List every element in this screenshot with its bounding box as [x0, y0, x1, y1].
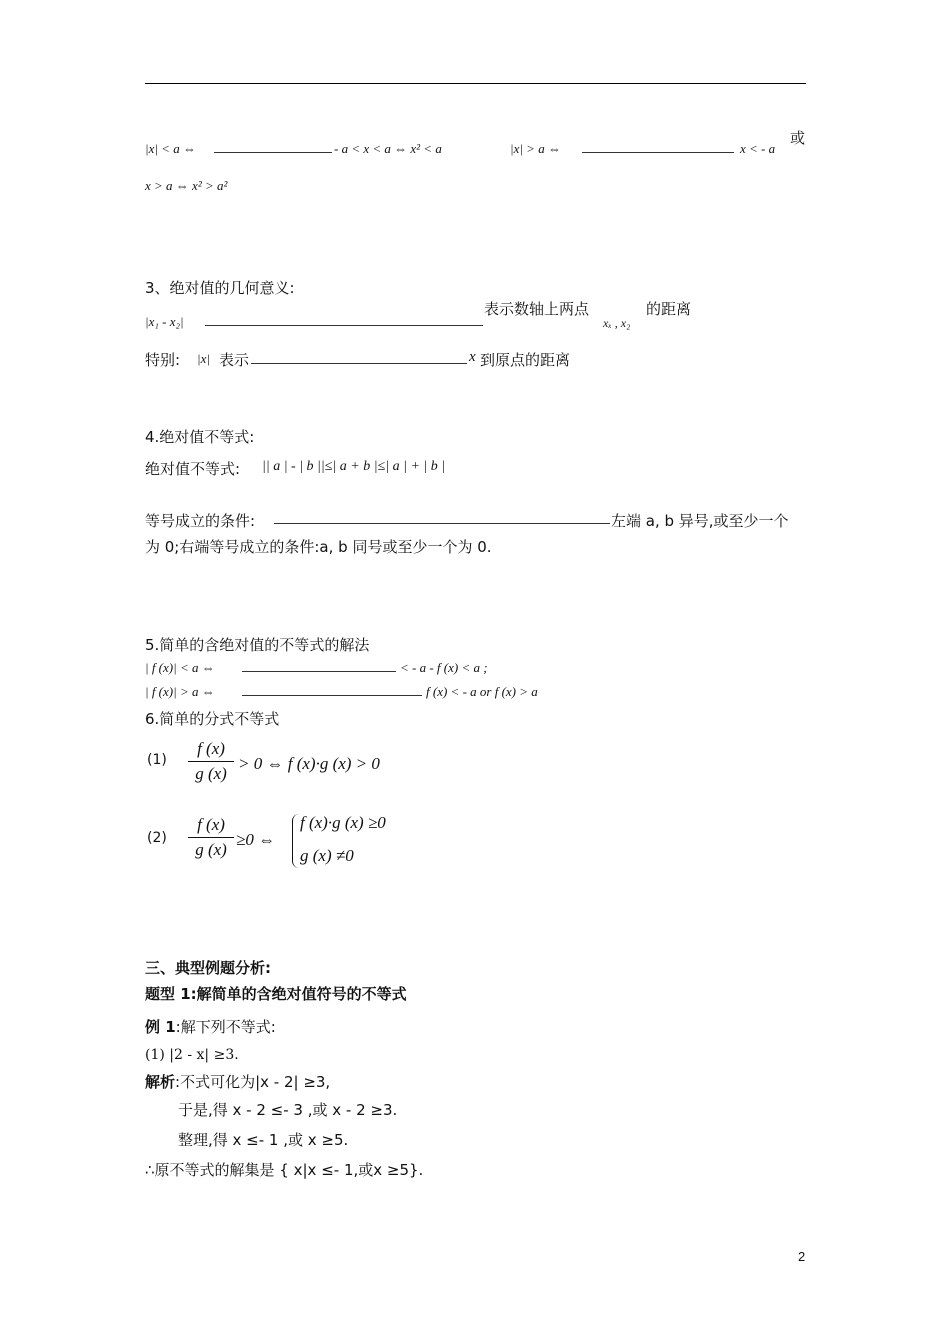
fraction-bar — [188, 837, 234, 838]
abs-gt-expr: |x| > a ⇔ — [510, 141, 561, 156]
abs-f-lt-expr: | f (x)| < a ⇔ — [145, 660, 215, 675]
system-case-2: g (x) ≠0 — [300, 846, 354, 865]
section-5-heading: 5.简单的含绝对值的不等式的解法 — [145, 636, 370, 654]
question-1: (1) |2 - x| ≥3. — [145, 1047, 239, 1063]
equality-cond-line2: 为 0;右端等号成立的条件:a, b 同号或至少一个为 0. — [145, 538, 492, 556]
system-case-1: f (x)·g (x) ≥0 — [300, 813, 386, 832]
abs-f-lt-solution: < - a - f (x) < a ; — [400, 660, 488, 675]
distance-expr: |x₁ - x₂| — [145, 314, 184, 329]
special-show: 表示 — [219, 351, 250, 369]
section-3-heading: 3、绝对值的几何意义: — [145, 279, 295, 297]
header-rule — [145, 83, 806, 84]
fraction-ineq-2: ≥0 ⇔ — [236, 830, 276, 849]
distance-desc: 表示数轴上两点 — [484, 300, 590, 318]
abs-gt-left: x < - a — [740, 141, 776, 156]
solution-set-line: ∴原不等式的解集是 { x|x ≤- 1,或x ≥5}. — [145, 1161, 424, 1179]
numerator: f (x) — [197, 739, 225, 758]
abs-f-gt-solution: f (x) < - a or f (x) > a — [426, 684, 538, 699]
fraction-bar — [188, 761, 234, 762]
answer-blank — [214, 140, 332, 153]
example-text: :解下列不等式: — [175, 1018, 276, 1036]
answer-blank — [205, 313, 483, 326]
abs-ineq-label: 绝对值不等式: — [145, 460, 241, 478]
denominator: g (x) — [195, 764, 227, 783]
item-1-label: (1) — [147, 752, 167, 768]
section-6-heading: 6.简单的分式不等式 — [145, 710, 280, 728]
special-expr: |x| — [197, 351, 210, 366]
special-tail: 到原点的距离 — [480, 351, 571, 369]
abs-f-gt-expr: | f (x)| > a ⇔ — [145, 684, 215, 699]
fraction-f-over-g — [188, 739, 234, 784]
fraction-f-over-g — [188, 815, 234, 860]
numerator: f (x) — [197, 815, 225, 834]
abs-lt-equiv: - a < x < a ⇔ x² < a — [334, 141, 442, 156]
abs-ineq-expr: || a | - | b ||≤| a + b |≤| a | + | b | — [262, 459, 446, 474]
analysis-line-3: 整理,得 x ≤- 1 ,或 x ≥5. — [178, 1131, 349, 1149]
points-expr: xₓ , x₂ — [603, 316, 631, 330]
type-1-heading: 题型 1:解简单的含绝对值符号的不等式 — [145, 985, 407, 1003]
distance-tail: 的距离 — [646, 300, 692, 318]
answer-blank — [274, 511, 610, 524]
denominator: g (x) — [195, 840, 227, 859]
answer-blank — [242, 683, 422, 696]
section-3-typical-heading: 三、典型例题分析: — [145, 959, 271, 977]
analysis-label: 解析 — [145, 1073, 176, 1091]
analysis-line-2: 于是,得 x - 2 ≤- 3 ,或 x - 2 ≥3. — [178, 1101, 398, 1119]
answer-blank — [251, 351, 467, 364]
page-number: 2 — [798, 1249, 806, 1264]
section-4-heading: 4.绝对值不等式: — [145, 428, 255, 446]
abs-lt-expr: |x| < a ⇔ — [145, 141, 196, 156]
analysis-line-1 — [145, 1071, 330, 1092]
analysis-text: :不式可化为|x - 2| ≥3, — [175, 1073, 331, 1091]
system-brace — [292, 814, 299, 868]
or-text: 或 — [790, 129, 806, 147]
example-1-line — [145, 1016, 276, 1037]
abs-gt-right: x > a ⇔ x² > a² — [145, 178, 228, 193]
item-2-label: (2) — [147, 830, 167, 846]
equality-cond-tail: 左端 a, b 异号,或至少一个 — [611, 512, 789, 530]
equality-cond-label: 等号成立的条件: — [145, 512, 256, 530]
answer-blank — [242, 659, 396, 672]
answer-blank — [582, 140, 734, 153]
special-label: 特别: — [145, 351, 181, 369]
example-label: 例 1 — [145, 1018, 176, 1036]
fraction-ineq-1: > 0 ⇔ f (x)·g (x) > 0 — [238, 754, 380, 773]
special-var: x — [469, 349, 476, 365]
